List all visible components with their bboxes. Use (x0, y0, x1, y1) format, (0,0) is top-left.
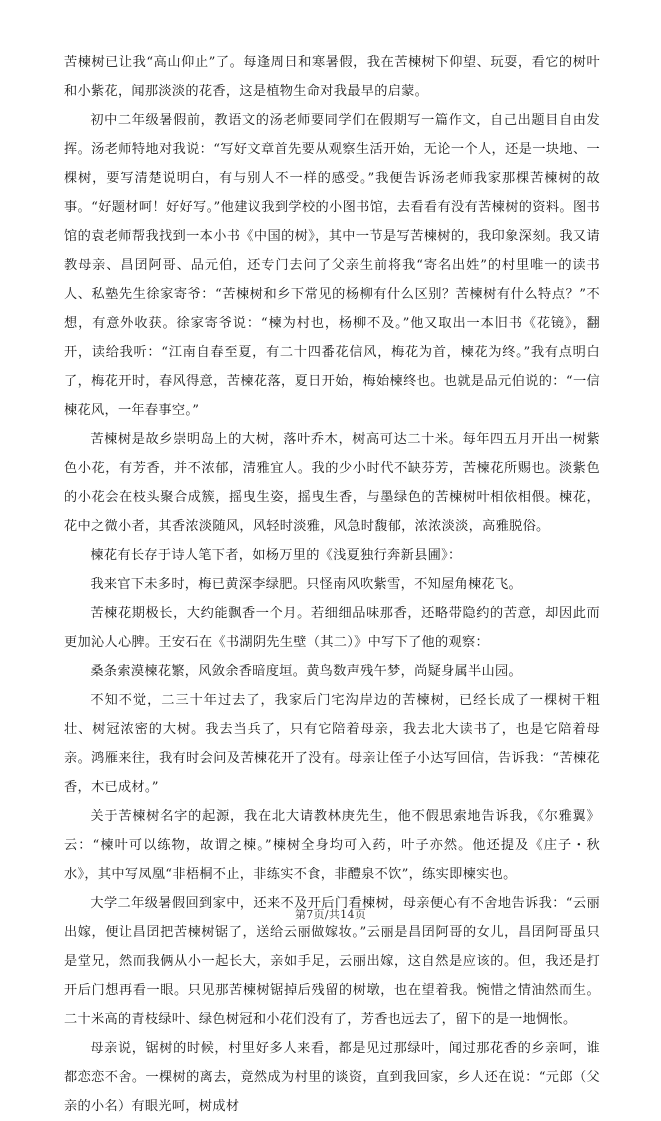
page-number: 第7页/共14页 (294, 908, 367, 921)
paragraph-2: 初中二年级暑假前，教语文的汤老师要同学们在假期写一篇作文，自己出题目自由发挥。汤老师特地对我说：“写好文章首先要从观察生活开始，无论一个人，还是一块地、一棵树，要写清楚说明白，有与别人不一样的感受。”我便告诉汤老师我家那棵苦楝树的故事。“好题材呵！好好写。”他建议我到学校的小图书馆，去看看有没有苦楝树的资料。图书馆的袁老师帮我找到一本小书《中国的树》，其中一节是写苦楝树的，我印象深刻。我又请教母亲、昌囝阿哥、品元伯，还专门去问了父亲生前将我“寄名出姓”的村里唯一的读书人、私塾先生徐家寄爷：“苦楝树和乡下常见的杨柳有什么区别？苦楝树有什么特点？”不想，有意外收获。徐家寄爷说：“楝为村也，杨柳不及。”他又取出一本旧书《花镜》，翻开，读给我听：“江南自春至夏，有二十四番花信风，梅花为首，楝花为终。”我有点明白了，梅花开时，春风得意，苦楝花落，夏日开始，梅始楝终也。也就是品元伯说的：“一信楝花风，一年春事空。” (64, 113, 600, 418)
paragraph-7: 关于苦楝树名字的起源，我在北大请教林庚先生，他不假思索地告诉我，《尔雅翼》云：“楝叶可以练物，故谓之楝。”楝树全身均可入药，叶子亦然。他还提及《庄子・秋水》，其中写凤凰“非梧桐不止，非练实不食，非醴泉不饮”，练实即楝实也。 (64, 809, 600, 882)
article-body (64, 48, 600, 1121)
paragraph-6: 不知不觉，二三十年过去了，我家后门宅沟岸边的苦楝树，已经长成了一棵树干粗壮、树冠浓密的大树。我去当兵了，只有它陪着母亲，我去北大读书了，也是它陪着母亲。鸿雁来往，我有时会问及苦楝花开了没有。母亲让侄子小达写回信，告诉我：“苦楝花香，木已成材。” (64, 693, 600, 795)
paragraph-8: 大学二年级暑假回到家中，还来不及开后门看楝树，母亲便心有不舍地告诉我：“云丽出嫁，便让昌囝把苦楝树锯了，送给云丽做嫁妆。”云丽是昌囝阿哥的女儿，昌囝阿哥虽只是堂兄，然而我俩从小一起长大，亲如手足，云丽出嫁，这自然是应该的。但，我还是打开后门想再看一眼。只见那苦楝树锯掉后残留的树墩，也在望着我。惋惜之情油然而生。二十米高的青枝绿叶、绿色树冠和小花们没有了，芳香也远去了，留下的是一地惆怅。 (64, 896, 600, 1027)
paragraph-5: 苦楝花期极长，大约能飘香一个月。若细细品味那香，还略带隐约的苦意，却因此而更加沁人心脾。王安石在《书湖阴先生壁（其二）》中写下了他的观察： (64, 606, 600, 650)
paragraph-9: 母亲说，锯树的时候，村里好多人来看，都是见过那绿叶，闻过那花香的乡亲呵，谁都恋恋不舍。一棵树的离去，竟然成为村里的谈资，直到我回家，乡人还在说：“元郎（父亲的小名）有眼光呵，树成材 (64, 1041, 600, 1114)
poem-wang-anshi: 桑条索漠楝花繁，风敛余香暗度垣。黄鸟数声残午梦，尚疑身属半山园。 (90, 664, 522, 679)
paragraph-4: 楝花有长存于诗人笔下者，如杨万里的《浅夏独行奔新县圃》： (90, 548, 462, 563)
poem-yang-wanli: 我来官下未多时，梅已黄深李绿肥。只怪南风吹紫雪，不知屋角楝花飞。 (90, 577, 522, 592)
paragraph-3: 苦楝树是故乡崇明岛上的大树，落叶乔木，树高可达二十米。每年四五月开出一树紫色小花，有芳香，并不浓郁，清雅宜人。我的少小时代不缺芬芳，苦楝花所赐也。淡紫色的小花会在枝头聚合成簇，摇曳生姿，摇曳生香，与墨绿色的苦楝树叶相依相偎。楝花，花中之微小者，其香浓淡随风，风轻时淡雅，风急时馥郁，浓浓淡淡，高雅脱俗。 (64, 432, 600, 534)
paragraph-1: 苦楝树已让我“高山仰止”了。每逢周日和寒暑假，我在苦楝树下仰望、玩耍，看它的树叶和小紫花，闻那淡淡的花香，这是植物生命对我最早的启蒙。 (64, 55, 600, 99)
